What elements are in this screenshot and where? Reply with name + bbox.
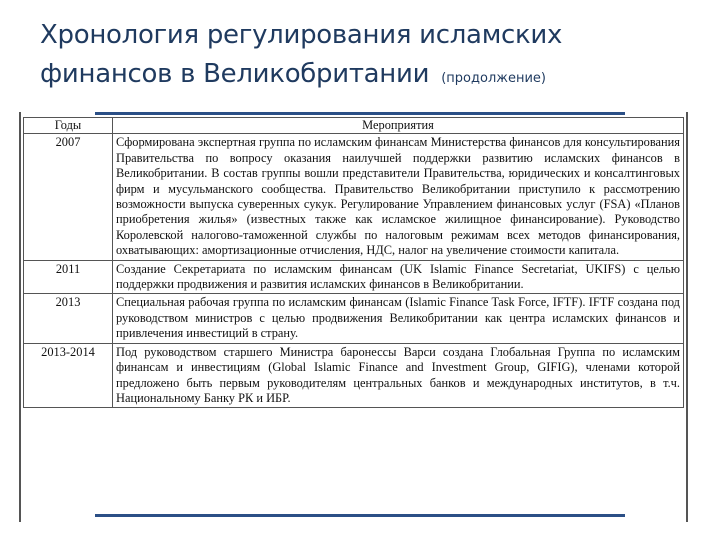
row-year: 2013 [24,294,113,343]
chronology-table [23,117,684,408]
row-event: Сформирована экспертная группа по исламским финансам Министерства финансов для консультирования Правительства по вопросу оказания наилучшей поддержки развитию исламских финансов в Великобритании. В состав группы вошли представители Правительства, юридических и консалтинговых фирм и мусульманского сообщества. Правительство Великобритании приступило к рассмотрению возможности выпуска суверенных сукук. Регулирование Управлением финансовых услуг (FSA) «Планов приобретения жилья» (известных также как исламское жилищное финансирование). Руководство Королевской налогово-таможенной службы по налоговым режимам всех методов финансирования, охватывающих: амортизационные отчисления, НДС, налог на увеличение стоимости капитала. [113,134,684,260]
row-year: 2013-2014 [24,343,113,408]
table-row [24,260,684,294]
header-years: Годы [24,118,113,134]
row-event: Под руководством старшего Министра баронессы Варси создана Глобальная Группа по исламским финансам и инвестициям (Global Islamic Finance and Investment Group, GIFIG), членами которой предложено быть первым руководителям центральных банков и международных институтов, в т.ч. Национальному Банку РК и ИБР. [113,343,684,408]
row-event: Создание Секретариата по исламским финансам (UK Islamic Finance Secretariat, UKIFS) с целью поддержки продвижения и развития исламских финансов в Великобритании. [113,260,684,294]
title-line-2 [40,55,700,98]
bottom-divider [95,514,625,517]
title-line-2-text: финансов в Великобритании [40,59,430,89]
title-continuation-note: (продолжение) [441,71,546,86]
row-year: 2007 [24,134,113,260]
slide-title [40,16,700,98]
top-divider [95,112,625,115]
table-row [24,294,684,343]
row-event: Специальная рабочая группа по исламским финансам (Islamic Finance Task Force, IFTF). IFTF создана под руководством министров с целью продвижения Великобритании как центра исламских финансов и привлечения инвестиций в страну. [113,294,684,343]
header-events: Мероприятия [113,118,684,134]
table-header-row [24,118,684,134]
right-frame-line [686,112,688,522]
row-year: 2011 [24,260,113,294]
table-row [24,134,684,260]
table-row [24,343,684,408]
left-frame-line [19,112,21,522]
title-line-1: Хронология регулирования исламских [40,20,563,50]
